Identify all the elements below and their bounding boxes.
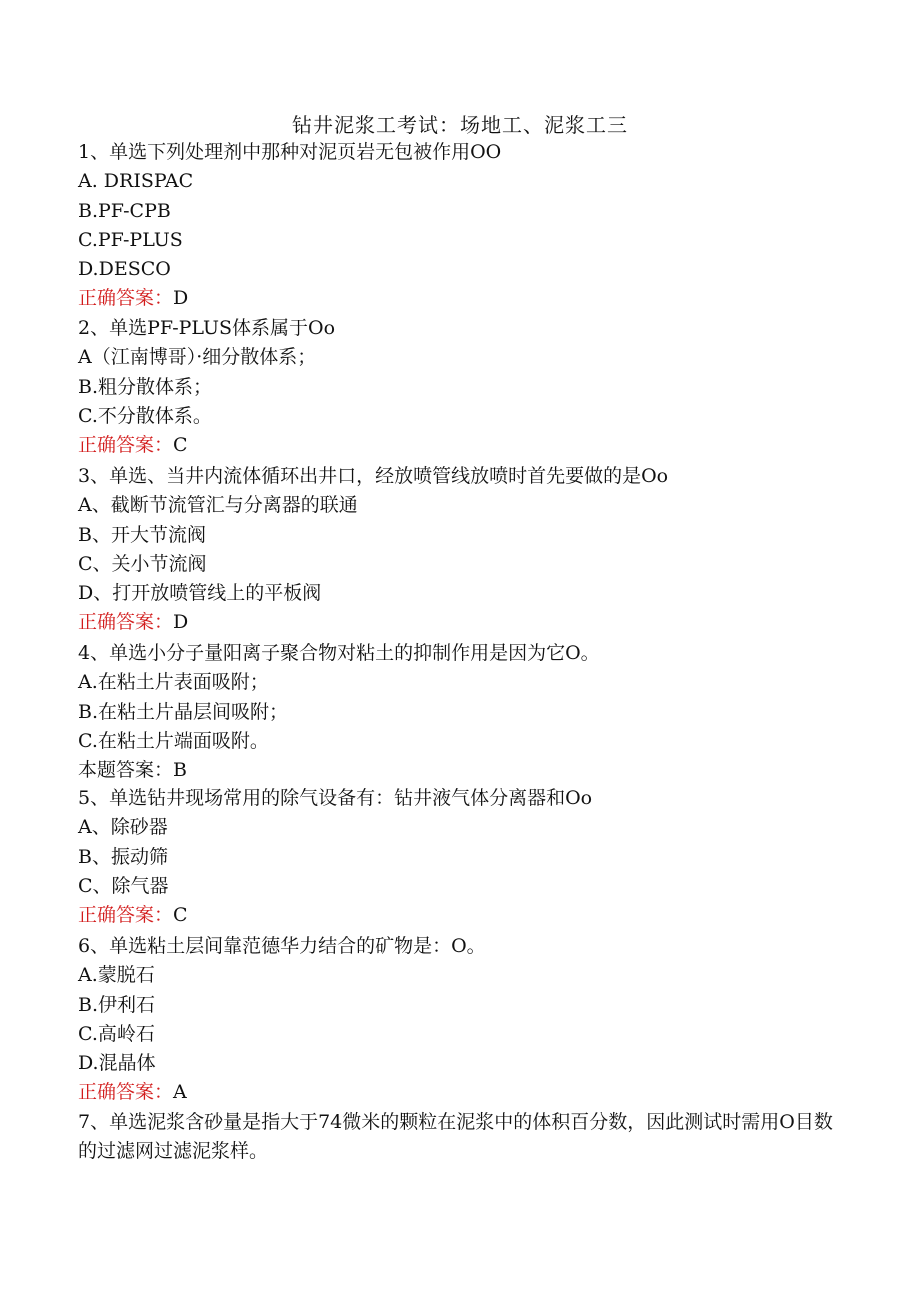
- option-b: B.粗分散体系；: [78, 375, 213, 398]
- answer-value: A: [173, 1081, 187, 1104]
- question-2: [78, 314, 848, 460]
- document-title: 钻井泥浆工考试：场地工、泥浆工三: [292, 113, 628, 137]
- option-b: B.伊利石: [78, 993, 156, 1016]
- question-stem: 4、单选小分子量阳离子聚合物对粘土的抑制作用是因为它O。: [78, 642, 600, 664]
- answer-line: [78, 756, 848, 785]
- option-b: B、开大节流阀: [78, 523, 206, 546]
- question-stem: 7、单选泥浆含砂量是指大于74微米的颗粒在泥浆中的体积百分数，因此测试时需用O目数的过滤网过滤泥浆样。: [78, 1111, 833, 1163]
- answer-label: 正确答案：: [78, 287, 174, 310]
- answer-label: 本题答案：: [78, 759, 174, 782]
- question-4: [78, 639, 848, 785]
- answer-value: B: [173, 759, 187, 782]
- answer-value: C: [173, 904, 188, 927]
- option-c: C.在粘土片端面吸附。: [78, 729, 269, 752]
- option-c: C.PF-PLUS: [78, 228, 183, 251]
- answer-value: D: [173, 287, 189, 310]
- answer-value: C: [173, 434, 188, 457]
- option-c: C、除气器: [78, 874, 169, 897]
- option-a: A.在粘土片表面吸附；: [78, 671, 269, 694]
- option-d: D.混晶体: [78, 1052, 156, 1075]
- question-7: [78, 1108, 843, 1167]
- option-d: D、打开放喷管线上的平板阀: [78, 582, 322, 605]
- question-6: [78, 932, 848, 1108]
- answer-line: [78, 431, 848, 460]
- question-stem: 5、单选钻井现场常用的除气设备有：钻井液气体分离器和Oo: [78, 787, 593, 809]
- answer-label: 正确答案：: [78, 611, 174, 634]
- option-d: D.DESCO: [78, 258, 171, 281]
- question-stem: 2、单选PF-PLUS体系属于Oo: [78, 317, 336, 339]
- answer-label: 正确答案：: [78, 1081, 174, 1104]
- option-a: A、截断节流管汇与分离器的联通: [78, 494, 358, 517]
- question-stem: 1、单选下列处理剂中那种对泥页岩无包被作用OO: [78, 141, 502, 163]
- question-5: [78, 784, 848, 930]
- answer-label: 正确答案：: [78, 434, 174, 457]
- answer-label: 正确答案：: [78, 904, 174, 927]
- question-stem: 6、单选粘土层间靠范德华力结合的矿物是：O。: [78, 935, 486, 957]
- option-b: B、振动筛: [78, 845, 168, 868]
- option-a: A、除砂器: [78, 816, 168, 839]
- option-a: A. DRISPAC: [78, 170, 194, 193]
- option-c: C.高岭石: [78, 1022, 155, 1045]
- option-a: A（江南博哥）·细分散体系；: [78, 346, 317, 369]
- answer-value: D: [173, 611, 189, 634]
- answer-line: [78, 608, 848, 637]
- question-3: [78, 462, 848, 638]
- option-a: A.蒙脱石: [78, 964, 155, 987]
- option-b: B.PF-CPB: [78, 199, 171, 222]
- answer-line: [78, 284, 848, 313]
- option-c: C.不分散体系。: [78, 404, 212, 427]
- question-1: [78, 138, 848, 314]
- option-b: B.在粘土片晶层间吸附；: [78, 700, 289, 723]
- answer-line: [78, 1078, 848, 1107]
- option-c: C、关小节流阀: [78, 552, 207, 575]
- answer-line: [78, 901, 848, 930]
- question-stem: 3、单选、当井内流体循环出井口，经放喷管线放喷时首先要做的是Oo: [78, 465, 669, 487]
